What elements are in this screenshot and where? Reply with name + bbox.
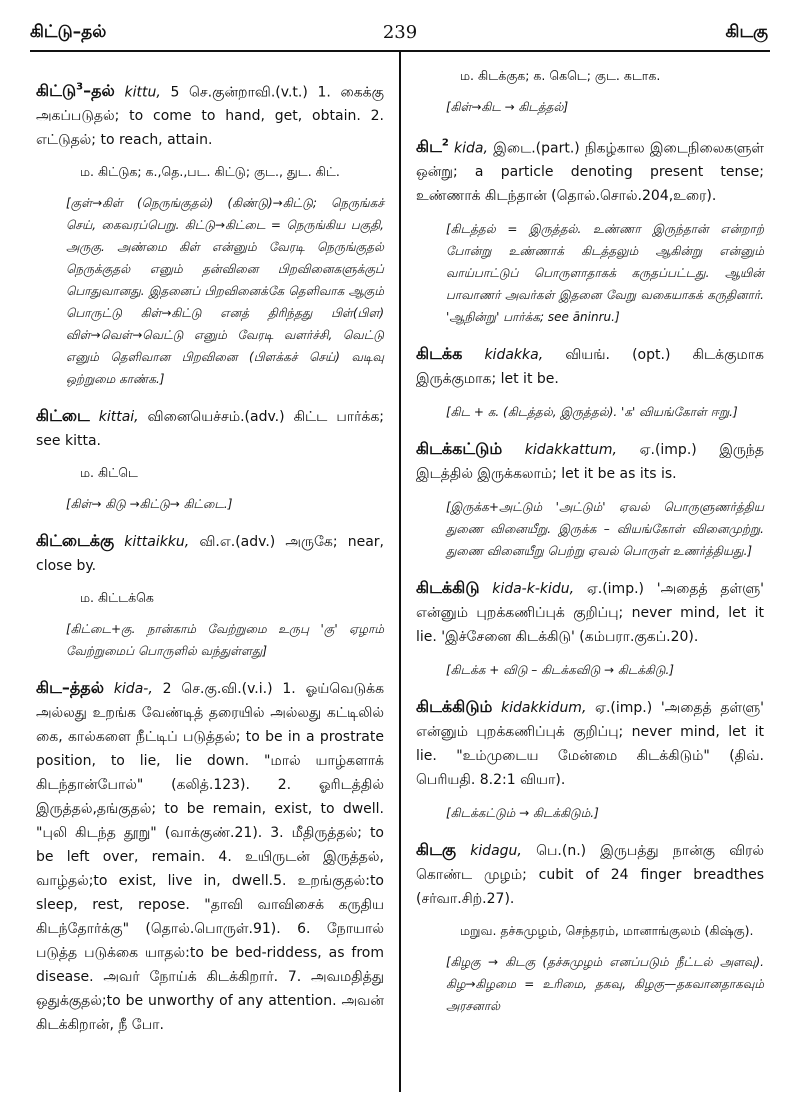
headword: [416, 840, 456, 859]
homonym-number: 3: [76, 82, 84, 93]
cognates: ம. கிட்டெ: [80, 465, 138, 481]
headword: [36, 81, 115, 100]
headword: [36, 406, 90, 425]
definition: வியங். (opt.) கிடக்குமாக இருக்குமாக; let it be.: [416, 347, 765, 388]
homonym-number: 2: [441, 138, 449, 149]
etymology-note: [கிள்→ கிடு →கிட்டு→ கிட்டை.]: [66, 497, 233, 512]
definition: வினையெச்சம்.(adv.) கிட்ட பார்க்க; see kitta.: [36, 409, 385, 450]
etymology-note: [கிள்→கிட → கிடத்தல்]: [446, 100, 569, 114]
transliteration: kida,: [454, 140, 488, 157]
transliteration: kidakkidum,: [500, 700, 587, 717]
headword-text: கிட்டைக்கு: [36, 531, 115, 551]
transliteration: kittaikku,: [124, 534, 190, 551]
dictionary-entry: [416, 695, 764, 792]
headword-text: கிடகு: [416, 840, 456, 860]
definition: பெ.(n.) இருபத்து நான்கு விரல் கொண்ட முழம்; cubit of 24 finger breadthes (சர்வா.சிற்.27).: [416, 843, 765, 908]
headword-text: கிட: [36, 678, 62, 698]
etymology-note: [குள்→கிள் (நெருங்குதல்) (கிண்டு)→கிட்டு; நெருங்கச் செய், கைவரப்பெறு. கிட்டு→கிட்டை = நெருங்கிய பகுதி, அருகு. அண்மை கிள் என்னும் வேரடி நெருங்குதல் நெருக்குதல் எனும் தன்வினை பிறவினைகளுக்குப் பொதுவானது. இதனைப் பிறவினைக்கே தெளிவாக ஆகும் பொருட்டு கிள்→கிட்டு எனத் திரிந்தது பிள்(பிள) விள்→வெள்→வெட்டு எனும் வேரடி வளர்ச்சி, வெட்டு எனும் தெளிவான பிறவினை (பிளக்கச் செய்) வடிவு ஒற்றுமை காண்க.]: [66, 196, 384, 387]
dictionary-entry: [416, 838, 764, 911]
definition: வி.எ.(adv.) அருகே; near, close by.: [36, 534, 385, 575]
definition: இடை.(part.) நிகழ்கால இடைநிலைகளுள் ஒன்று; a particle denoting present tense; உண்ணாக் கிடந்தான் (தொல்.சொல்.204,உரை).: [416, 140, 765, 205]
running-head-left: கிட்டு–தல்: [30, 22, 107, 42]
page-number: 239: [382, 22, 418, 43]
cognates: ம. கிடக்குக; க. கெடெ; குட. கடாக.: [460, 68, 661, 83]
page-header: [0, 0, 800, 46]
dictionary-entry: [416, 342, 764, 391]
right-column: [416, 62, 764, 1029]
etymology-note: [இருக்க+அட்டும் 'அட்டும்' ஏவல் பொருளுணர்த்திய துணை வினையீறு. இருக்க – வியங்கோள் வினைமுற்று. துணை வினையீறு பெற்று ஏவல் பொருள் உணர்த்தியது.]: [446, 500, 764, 559]
running-head-right: கிடகு: [725, 22, 768, 42]
headword-text: கிடக்கிடும்: [416, 697, 493, 717]
headword-text: கிட்டு: [36, 81, 77, 101]
headword: [416, 439, 502, 458]
etymology-note: [கிட்டை+கு. நான்காம் வேற்றுமை உருபு 'கு' ஏழாம் வேற்றுமைப் பொருளில் வந்துள்ளது]: [66, 622, 384, 659]
definition: 2 செ.கு.வி.(v.i.) 1. ஓய்வெடுக்க அல்லது உறங்க வேண்டித் தரையில் அல்லது கட்டிலில் கை, கால்களை நீட்டிப் படுத்தல்; to be in a prostrate position, to lie, lie down. "மால் யாழ்களாக் கிடந்தான்போல்" (கலித்.123). 2. ஓரிடத்தில் இருத்தல்,தங்குதல்; to be remain, exist, to dwell. "புலி கிடந்த தூறு" (வாக்குண்.21). 3. மீதிருத்தல்; to be left over, remain. 4. உயிருடன் இருத்தல், வாழ்தல்;to exist, live in, dwell.5. உறங்குதல்:to sleep, rest, repose. "தாவி வாவிசைக் கருதிய கிடந்தோர்க்கு" (தொல்.பொருள்.91). 6. நோயால் படுத்த படுக்கை யாதல்:to be bed-riddess, as from disease. அவர் நோய்க் கிடக்கிறார். 7. அவமதித்து ஒதுக்குதல்;to be unworthy of any attention. அவன் கிடக்கிறான், நீ போ.: [36, 681, 385, 1034]
headword: [36, 678, 104, 697]
dictionary-entry: [36, 404, 384, 453]
headword-text: கிடக்கிடு: [416, 578, 480, 598]
headword-suffix: –த்தல்: [61, 678, 104, 698]
definition: ஏ.(imp.) இருந்த இடத்தில் இருக்கலாம்; let it be as its is.: [416, 442, 765, 483]
definition: ஏ.(imp.) 'அதைத் தள்ளு' என்னும் புறக்கணிப்புக் குறிப்பு; never mind, let it lie. "உம்முடைய மேன்மை கிடக்கிடும்" (திவ். பெரியதி. 8.2:1 வியா).: [416, 700, 765, 789]
headword-text: கிடக்கட்டும்: [416, 439, 503, 459]
headword-text: கிட்டை: [36, 406, 90, 426]
transliteration: kida-k-kidu,: [492, 581, 575, 598]
cognates: ம. கிட்டுக; க.,தெ.,பட. கிட்டு; குட., துட. கிட்.: [80, 164, 340, 180]
definition: ஏ.(imp.) 'அதைத் தள்ளு' என்னும் புறக்கணிப்புக் குறிப்பு; never mind, let it lie. 'இச்சேனை கிடக்கிடு' (கம்பரா.குகப்.20).: [416, 581, 765, 646]
transliteration: kittai,: [98, 409, 139, 426]
etymology-note: [கிடக்க + விடு – கிடக்கவிடு → கிடக்கிடு.]: [446, 663, 674, 678]
dictionary-entry: [36, 76, 384, 152]
dictionary-entry: [416, 576, 764, 649]
cognates: மறுவ. தச்சுமுழம், செந்தரம், மானாங்குலம் (கிஷ்கு).: [460, 923, 754, 939]
headword: [416, 344, 462, 363]
transliteration: kidagu,: [470, 843, 522, 860]
headword-text: கிட: [416, 137, 442, 157]
left-column: [36, 62, 384, 1047]
etymology-note: [கிட + க. (கிடத்தல், இருத்தல்). 'க' வியங்கோள் ஈறு.]: [446, 405, 738, 420]
headword-text: கிடக்க: [416, 344, 463, 364]
dictionary-entry: [416, 132, 764, 208]
headword: [416, 697, 492, 716]
transliteration: kidakkattum,: [524, 442, 617, 459]
column-divider: [399, 52, 401, 1092]
cognates: ம. கிட்டக்கெ: [80, 590, 154, 606]
dictionary-entry: [416, 437, 764, 486]
etymology-note: [கிழகு → கிடகு (தச்சுமுழம் எனப்படும் நீட்டல் அளவு). கிழ→கிழமை = உரிமை, தகவு, கிழகு—தகவானதாகவும் அரசனால்: [446, 955, 764, 1014]
etymology-note: [கிடத்தல் = இருத்தல். உண்ணா இருந்தான் என்றாற் போன்று உண்ணாக் கிடத்தலும் ஆகின்று என்னும் வாய்பாட்டுப் பொருளாதாகக் கருதப்பட்டது. ஆயின் பாவாணர் அவர்கள் இதனை வேறு வகையாகக் கருதினார். 'ஆநின்று' பார்க்க; see āninru.]: [446, 222, 764, 325]
headword-suffix: –தல்: [83, 81, 115, 101]
dictionary-entry: [36, 529, 384, 578]
headword: [416, 137, 449, 156]
definition: 5 செ.குன்றாவி.(v.t.) 1. கைக்கு அகப்படுதல்; to come to hand, get, obtain. 2. எட்டுதல்; to reach, attain.: [36, 84, 385, 149]
headword: [416, 578, 479, 597]
headword: [36, 531, 114, 550]
dictionary-entry: [36, 676, 384, 1037]
transliteration: kida-,: [113, 681, 153, 698]
transliteration: kidakka,: [484, 347, 544, 364]
etymology-note: [கிடக்கட்டும் → கிடக்கிடும்.]: [446, 806, 599, 821]
transliteration: kittu,: [124, 84, 161, 101]
